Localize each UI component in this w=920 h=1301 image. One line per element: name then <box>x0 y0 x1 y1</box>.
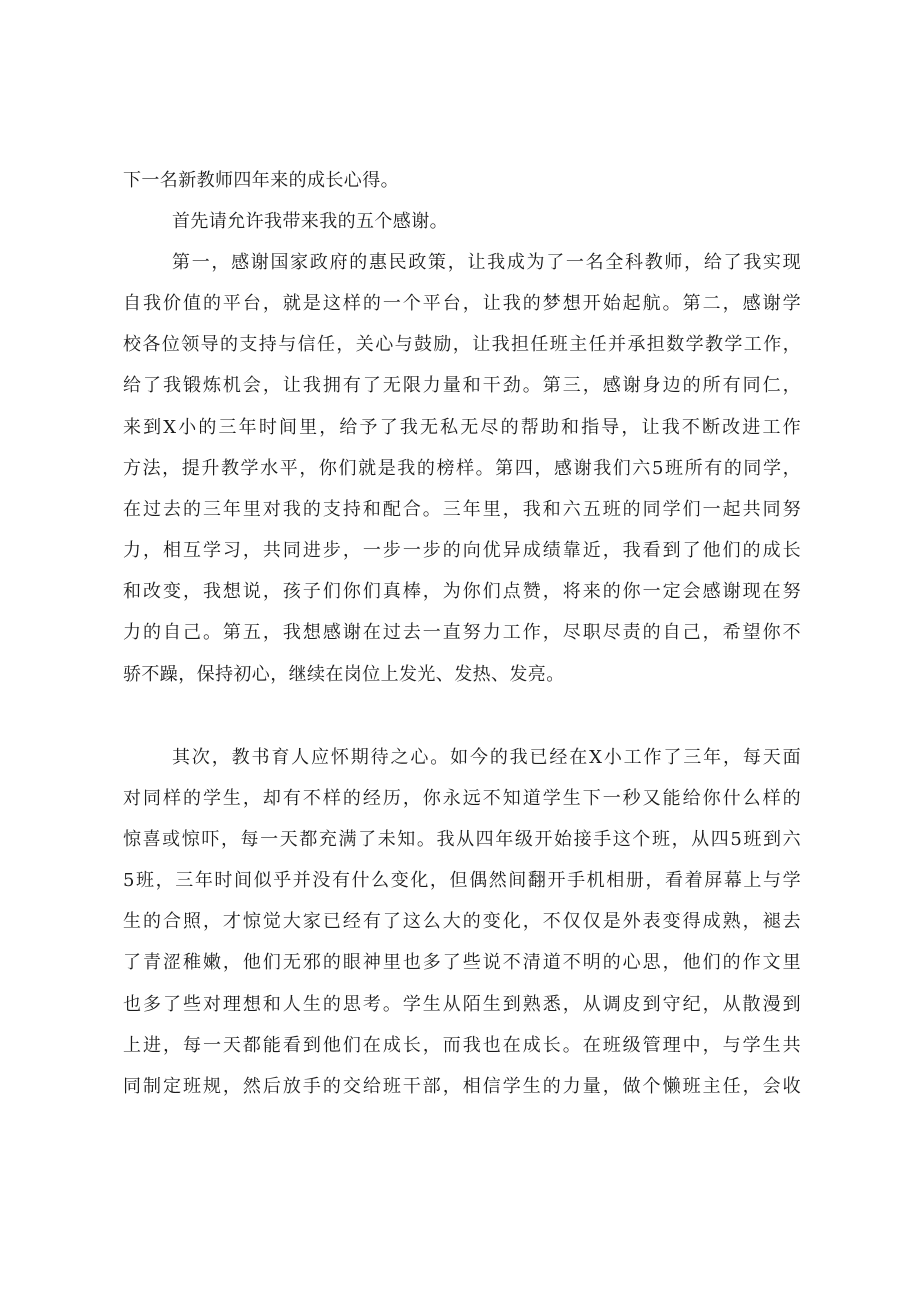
text-line: 同制定班规，然后放手的交给班干部，相信学生的力量，做个懒班主任，会收 <box>123 1076 801 1097</box>
text-line: 了青涩稚嫩，他们无邪的眼神里也多了些说不清道不明的心思，他们的作文里 <box>123 952 801 973</box>
text-line: 其次，教书育人应怀期待之心。如今的我已经在X小工作了三年，每天面 <box>172 747 801 768</box>
text-line: 来到X小的三年时间里，给予了我无私无尽的帮助和指导，让我不断改进工作 <box>123 417 801 438</box>
text-line: 上进，每一天都能看到他们在成长，而我也在成长。在班级管理中，与学生共 <box>123 1035 801 1056</box>
text-line: 自我价值的平台，就是这样的一个平台，让我的梦想开始起航。第二，感谢学 <box>123 293 801 314</box>
text-line: 力的自己。第五，我想感谢在过去一直努力工作，尽职尽责的自己，希望你不 <box>123 622 801 643</box>
text-line: 下一名新教师四年来的成长心得。 <box>123 170 399 191</box>
text-line: 惊喜或惊吓，每一天都充满了未知。我从四年级开始接手这个班，从四5班到六 <box>123 829 801 850</box>
text-line: 也多了些对理想和人生的思考。学生从陌生到熟悉，从调皮到守纪，从散漫到 <box>123 994 801 1015</box>
text-line: 校各位领导的支持与信任，关心与鼓励，让我担任班主任并承担数学教学工作， <box>123 334 801 355</box>
text-line: 5班，三年时间似乎并没有什么变化，但偶然间翻开手机相册，看着屏幕上与学 <box>123 870 801 891</box>
text-line: 和改变，我想说，孩子们你们真棒，为你们点赞，将来的你一定会感谢现在努 <box>123 581 801 602</box>
text-line: 在过去的三年里对我的支持和配合。三年里，我和六五班的同学们一起共同努 <box>123 499 801 520</box>
text-line: 力，相互学习，共同进步，一步一步的向优异成绩靠近，我看到了他们的成长 <box>123 540 801 561</box>
text-line: 给了我锻炼机会，让我拥有了无限力量和干劲。第三，感谢身边的所有同仁， <box>123 375 801 396</box>
text-line: 对同样的学生，却有不样的经历，你永远不知道学生下一秒又能给你什么样的 <box>123 788 801 809</box>
text-line: 方法，提升教学水平，你们就是我的榜样。第四，感谢我们六5班所有的同学， <box>123 458 801 479</box>
text-line: 生的合照，才惊觉大家已经有了这么大的变化，不仅仅是外表变得成熟，褪去 <box>123 911 801 932</box>
text-line: 首先请允许我带来我的五个感谢。 <box>172 211 448 232</box>
text-line: 第一，感谢国家政府的惠民政策，让我成为了一名全科教师，给了我实现 <box>172 252 801 273</box>
text-line: 骄不躁，保持初心，继续在岗位上发光、发热、发亮。 <box>123 664 565 685</box>
